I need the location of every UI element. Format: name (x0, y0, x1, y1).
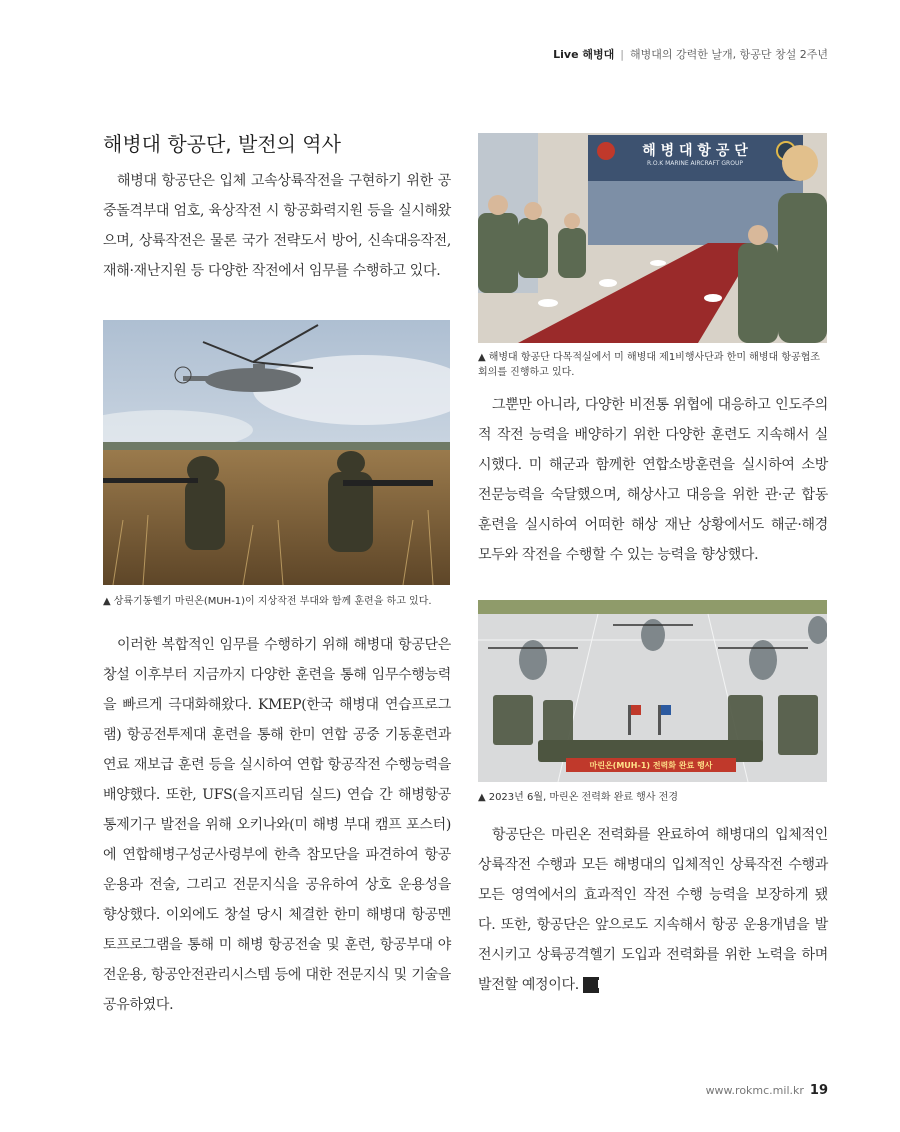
paragraph-future (478, 820, 828, 1000)
photo-helicopter-training (103, 320, 450, 585)
header-divider: | (620, 48, 624, 61)
caption-photo2 (478, 350, 830, 380)
caption-photo1 (103, 594, 453, 609)
caption-photo3 (478, 790, 830, 805)
magazine-end-mark-icon: M (583, 977, 599, 993)
paragraph-training: 이러한 복합적인 임무를 수행하기 위해 해병대 항공단은 창설 이후부터 지금까지 다양한 훈련을 통해 임무수행능력을 빠르게 극대화해왔다. KMEP(한국 해병대 연습프로그램) 항공전투제대 훈련을 통해 한미 연합 공중 기동훈련과 연료 재보급 훈련 등을 실시하여 연합 항공작전 수행능력을 배양했다. 또한, UFS(을지프리덤 실드) 연습 간 해병항공통제기구 발전을 위해 오키나와(미 해병 부대 캠프 포스터)에 연합해병구성군사령부에 한측 참모단을 파견하여 항공운용과 전술, 그리고 전문지식을 공유하여 상호 운용성을 향상했다. 이외에도 창설 당시 체결한 한미 해병대 항공멘토프로그램을 통해 미 해병 항공전술 및 훈련, 항공부대 야전운용, 항공안전관리시스템 등에 대한 전문지식 및 기술을 공유하였다. (103, 637, 451, 1013)
caption-marker-icon: ▲ (478, 352, 486, 363)
paragraph-intro: 해병대 항공단은 입체 고속상륙작전을 구현하기 위한 공중돌격부대 엄호, 육상작전 시 항공화력지원 등을 실시해왔으며, 상륙작전은 물론 국가 전략도서 방어, 신속대응작전, 재해·재난지원 등 다양한 작전에서 임무를 수행하고 있다. (103, 173, 451, 279)
running-header (553, 46, 828, 62)
caption-photo3-text: 2023년 6월, 마린온 전력화 완료 행사 전경 (488, 792, 679, 803)
header-section-label: Live 해병대 (553, 48, 615, 61)
caption-photo1-text: 상륙기동헬기 마린온(MUH-1)이 지상작전 부대와 함께 훈련을 하고 있다. (113, 596, 432, 607)
paragraph-nontraditional: 그뿐만 아니라, 다양한 비전통 위협에 대응하고 인도주의적 작전 능력을 배양하기 위한 다양한 훈련도 지속해서 실시했다. 미 해군과 함께한 연합소방훈련을 실시하여 소방 전문능력을 숙달했으며, 해상사고 대응을 위한 관·군 합동훈련을 실시하여 어떠한 해상 재난 상황에서도 해군·해경 모두와 작전을 수행할 수 있는 능력을 향상했다. (478, 397, 828, 563)
banner-text: 마린온(MUH-1) 전력화 완료 행사 (589, 761, 713, 770)
footer-url: www.rokmc.mil.kr (705, 1084, 804, 1097)
page-number: 19 (809, 1083, 828, 1098)
page-footer (706, 1083, 828, 1098)
photo-ceremony (478, 600, 827, 782)
caption-marker-icon: ▲ (478, 792, 486, 803)
paragraph-future-text: 항공단은 마린온 전력화를 완료하여 해병대의 입체적인 상륙작전 수행과 모든 해병대의 입체적인 상륙작전 수행과 모든 영역에서의 효과적인 작전 수행 능력을 보장하게 됐다. 또한, 항공단은 앞으로도 지속해서 항공 운용개념을 발전시키고 상륙공격헬기 도입과 전력화를 위한 노력을 하며 발전할 예정이다. (478, 827, 828, 993)
photo-meeting (478, 133, 827, 343)
sign-sub-text: R.O.K MARINE AIRCRAFT GROUP (647, 160, 743, 167)
sign-main-text: 해 병 대 항 공 단 (642, 143, 748, 159)
header-subtitle: 해병대의 강력한 날개, 항공단 창설 2주년 (630, 48, 828, 61)
section-title: 해병대 항공단, 발전의 역사 (103, 132, 341, 156)
caption-photo2-text: 해병대 항공단 다목적실에서 미 해병대 제1비행사단과 한미 해병대 항공협조 회의를 진행하고 있다. (478, 352, 820, 378)
caption-marker-icon: ▲ (103, 596, 111, 607)
